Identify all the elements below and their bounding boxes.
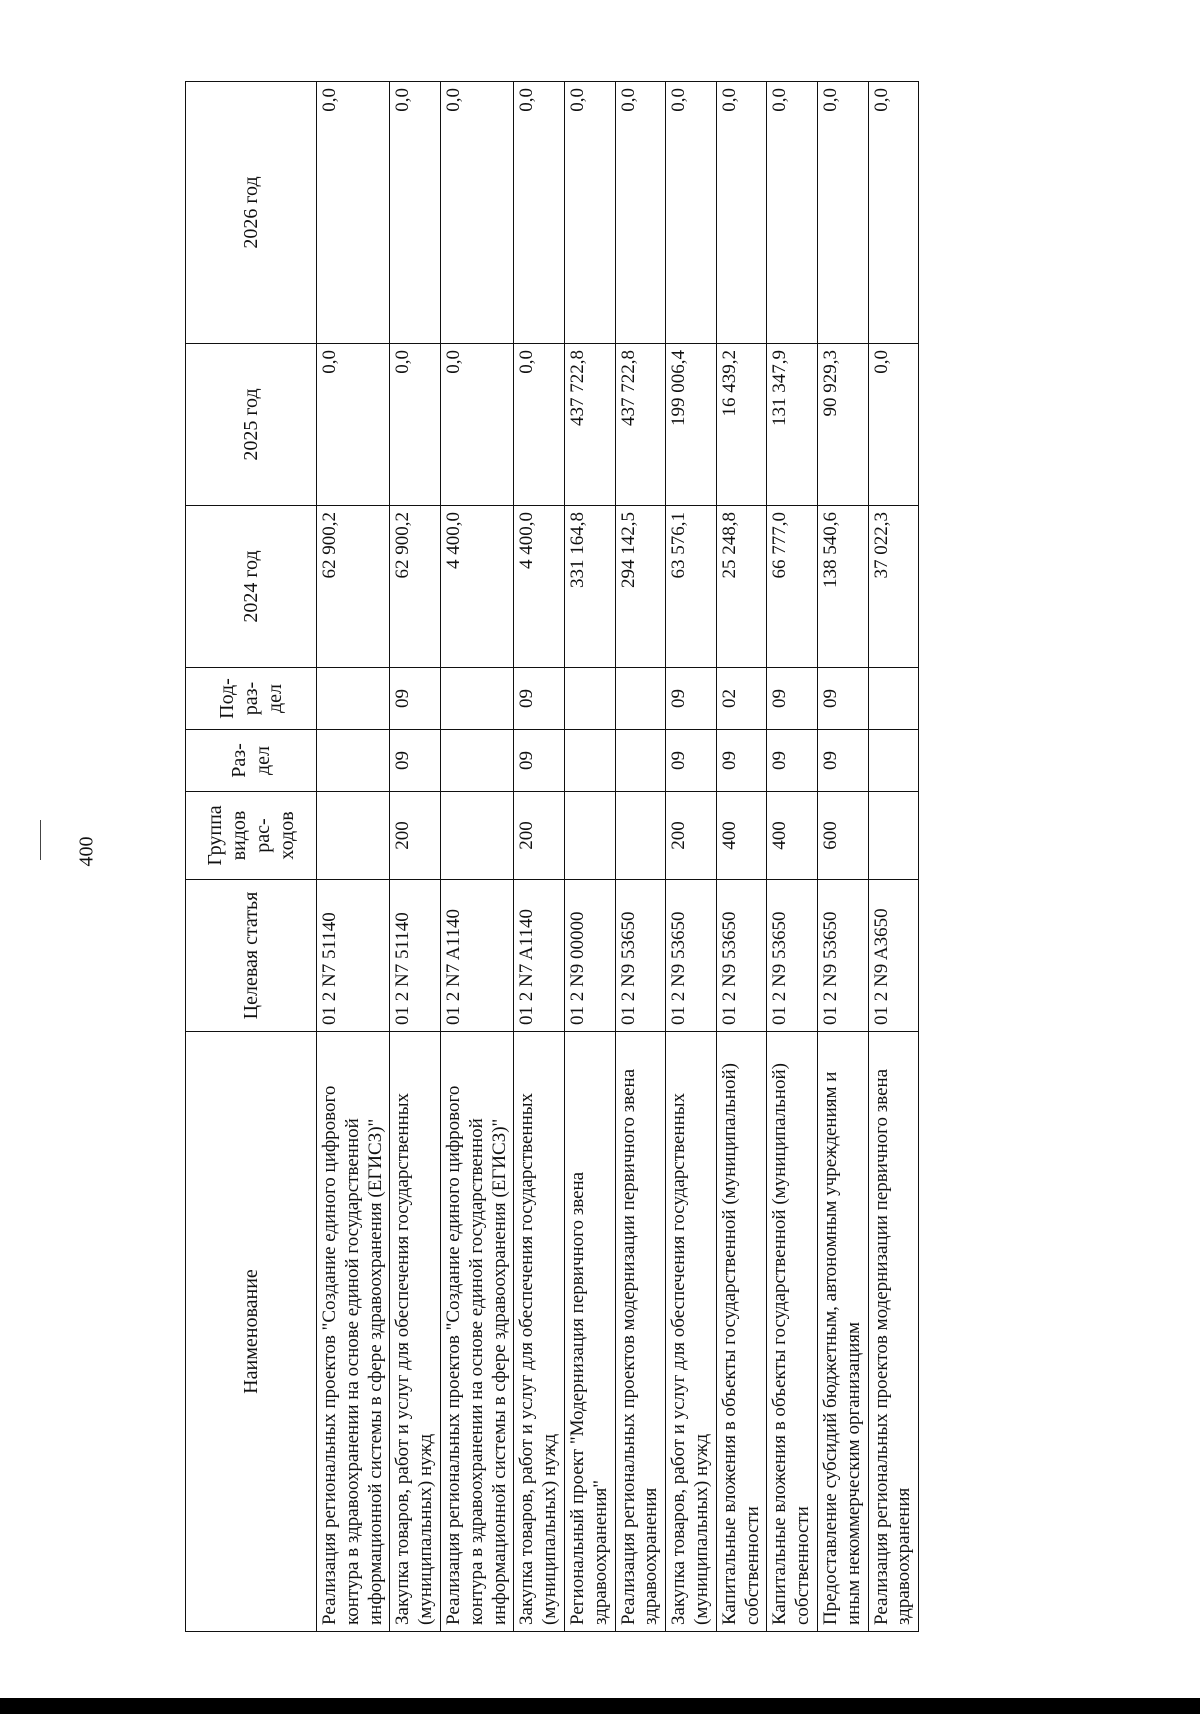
cell-2024: 4 400,0 <box>440 506 513 668</box>
header-2024: 2024 год <box>186 506 317 668</box>
cell-2025: 0,0 <box>868 344 919 506</box>
cell-podrazdel <box>564 668 615 730</box>
cell-group <box>868 792 919 880</box>
cell-2026: 0,0 <box>390 82 441 344</box>
table-row <box>390 82 441 1632</box>
cell-group: 200 <box>390 792 441 880</box>
header-target: Целевая статья <box>186 880 317 1032</box>
cell-target: 01 2 N9 53650 <box>666 880 717 1032</box>
cell-razdel <box>868 730 919 792</box>
cell-2026: 0,0 <box>716 82 767 344</box>
cell-2026: 0,0 <box>514 82 565 344</box>
cell-2026: 0,0 <box>564 82 615 344</box>
cell-2025: 0,0 <box>514 344 565 506</box>
table-row <box>514 82 565 1632</box>
cell-group: 400 <box>767 792 818 880</box>
cell-target: 01 2 N9 53650 <box>716 880 767 1032</box>
table-row <box>564 82 615 1632</box>
cell-2025: 437 722,8 <box>564 344 615 506</box>
cell-name: Реализация региональных проектов модернизации первичного звена здравоохранения <box>868 1032 919 1632</box>
cell-2024: 66 777,0 <box>767 506 818 668</box>
cell-podrazdel: 09 <box>390 668 441 730</box>
cell-podrazdel <box>615 668 666 730</box>
cell-group: 200 <box>514 792 565 880</box>
cell-2026: 0,0 <box>817 82 868 344</box>
cell-2025: 0,0 <box>317 344 390 506</box>
cell-2024: 62 900,2 <box>317 506 390 668</box>
cell-name: Капитальные вложения в объекты государственной (муниципальной) собственности <box>767 1032 818 1632</box>
table-row <box>817 82 868 1632</box>
cell-target: 01 2 N7 51140 <box>390 880 441 1032</box>
cell-2025: 16 439,2 <box>716 344 767 506</box>
cell-target: 01 2 N7 A1140 <box>514 880 565 1032</box>
cell-name: Предоставление субсидий бюджетным, автономным учреждениям и иным некоммерческим организациям <box>817 1032 868 1632</box>
header-2025: 2025 год <box>186 344 317 506</box>
table-row <box>666 82 717 1632</box>
cell-2024: 4 400,0 <box>514 506 565 668</box>
cell-target: 01 2 N7 51140 <box>317 880 390 1032</box>
cell-target: 01 2 N9 53650 <box>767 880 818 1032</box>
table-row <box>317 82 390 1632</box>
cell-razdel: 09 <box>767 730 818 792</box>
cell-2025: 199 006,4 <box>666 344 717 506</box>
cell-2024: 62 900,2 <box>390 506 441 668</box>
cell-2024: 63 576,1 <box>666 506 717 668</box>
table-row <box>440 82 513 1632</box>
cell-name: Реализация региональных проектов "Создание единого цифрового контура в здравоохранении на основе единой государственной информационной системы в сфере здравоохранения (ЕГИСЗ)" <box>440 1032 513 1632</box>
cell-name: Капитальные вложения в объекты государственной (муниципальной) собственности <box>716 1032 767 1632</box>
cell-2026: 0,0 <box>440 82 513 344</box>
cell-target: 01 2 N9 53650 <box>817 880 868 1032</box>
cell-razdel <box>440 730 513 792</box>
cell-target: 01 2 N9 53650 <box>615 880 666 1032</box>
cell-name: Реализация региональных проектов "Создание единого цифрового контура в здравоохранении на основе единой государственной информационной системы в сфере здравоохранения (ЕГИСЗ)" <box>317 1032 390 1632</box>
header-podrazdel: Под-раз-дел <box>186 668 317 730</box>
cell-group <box>317 792 390 880</box>
cell-2026: 0,0 <box>868 82 919 344</box>
cell-group <box>440 792 513 880</box>
cell-name: Региональный проект "Модернизация первичного звена здравоохранения" <box>564 1032 615 1632</box>
cell-group <box>564 792 615 880</box>
cell-2026: 0,0 <box>666 82 717 344</box>
scan-bottom-edge <box>0 1698 1200 1714</box>
cell-target: 01 2 N7 A1140 <box>440 880 513 1032</box>
cell-razdel <box>615 730 666 792</box>
cell-2024: 37 022,3 <box>868 506 919 668</box>
table-row <box>767 82 818 1632</box>
table-header-row <box>186 82 317 1632</box>
cell-podrazdel: 09 <box>817 668 868 730</box>
header-2026: 2026 год <box>186 82 317 344</box>
cell-podrazdel: 09 <box>767 668 818 730</box>
cell-podrazdel: 09 <box>514 668 565 730</box>
cell-2024: 138 540,6 <box>817 506 868 668</box>
cell-2025: 437 722,8 <box>615 344 666 506</box>
cell-2024: 25 248,8 <box>716 506 767 668</box>
cell-podrazdel: 09 <box>666 668 717 730</box>
cell-podrazdel: 02 <box>716 668 767 730</box>
cell-2025: 131 347,9 <box>767 344 818 506</box>
cell-group <box>615 792 666 880</box>
cell-name: Закупка товаров, работ и услуг для обеспечения государственных (муниципальных) нужд <box>666 1032 717 1632</box>
cell-razdel: 09 <box>390 730 441 792</box>
cell-razdel: 09 <box>666 730 717 792</box>
cell-2026: 0,0 <box>615 82 666 344</box>
cell-razdel: 09 <box>817 730 868 792</box>
cell-2025: 0,0 <box>440 344 513 506</box>
cell-name: Закупка товаров, работ и услуг для обеспечения государственных (муниципальных) нужд <box>514 1032 565 1632</box>
cell-name: Закупка товаров, работ и услуг для обеспечения государственных (муниципальных) нужд <box>390 1032 441 1632</box>
cell-target: 01 2 N9 00000 <box>564 880 615 1032</box>
header-group: Группа видов рас-ходов <box>186 792 317 880</box>
table-row <box>868 82 919 1632</box>
cell-razdel: 09 <box>514 730 565 792</box>
cell-group: 200 <box>666 792 717 880</box>
cell-podrazdel <box>317 668 390 730</box>
cell-2026: 0,0 <box>767 82 818 344</box>
header-razdel: Раз-дел <box>186 730 317 792</box>
page-number: 400 <box>75 836 98 867</box>
cell-group: 600 <box>817 792 868 880</box>
cell-2025: 90 929,3 <box>817 344 868 506</box>
cell-podrazdel <box>440 668 513 730</box>
scan-artifact <box>40 820 41 860</box>
table-row <box>615 82 666 1632</box>
cell-2025: 0,0 <box>390 344 441 506</box>
cell-name: Реализация региональных проектов модернизации первичного звена здравоохранения <box>615 1032 666 1632</box>
cell-group: 400 <box>716 792 767 880</box>
budget-table-container <box>185 82 1065 1632</box>
cell-podrazdel <box>868 668 919 730</box>
cell-target: 01 2 N9 A3650 <box>868 880 919 1032</box>
table-row <box>716 82 767 1632</box>
cell-2024: 331 164,8 <box>564 506 615 668</box>
budget-table <box>185 81 919 1632</box>
cell-razdel <box>317 730 390 792</box>
cell-razdel: 09 <box>716 730 767 792</box>
cell-razdel <box>564 730 615 792</box>
cell-2026: 0,0 <box>317 82 390 344</box>
cell-2024: 294 142,5 <box>615 506 666 668</box>
header-name: Наименование <box>186 1032 317 1632</box>
